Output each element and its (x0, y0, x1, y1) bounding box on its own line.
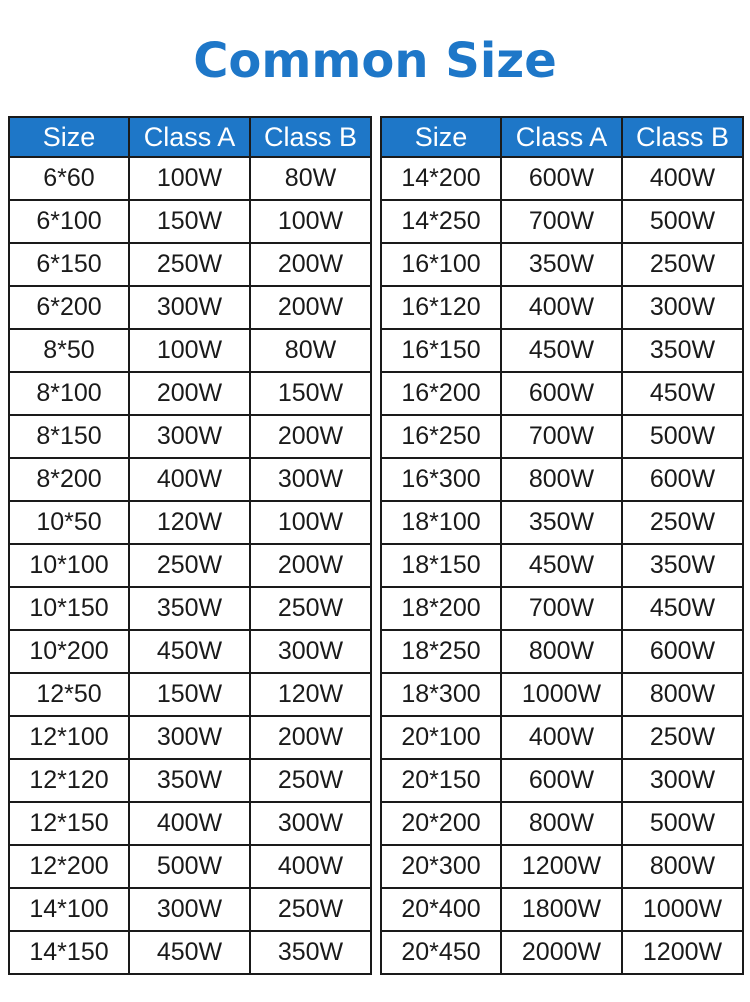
cell-class-b: 250W (622, 243, 743, 286)
cell-size: 6*100 (9, 200, 129, 243)
size-table-left (8, 116, 372, 975)
table-body (381, 157, 743, 974)
cell-class-a: 400W (501, 286, 622, 329)
cell-class-b: 500W (622, 200, 743, 243)
table-row (381, 673, 743, 716)
cell-size: 18*250 (381, 630, 501, 673)
cell-size: 20*200 (381, 802, 501, 845)
cell-class-b: 300W (622, 286, 743, 329)
table-row (381, 587, 743, 630)
page-title: Common Size (193, 33, 557, 89)
cell-class-b: 450W (622, 587, 743, 630)
cell-class-a: 300W (129, 716, 250, 759)
table-row (381, 845, 743, 888)
cell-size: 20*150 (381, 759, 501, 802)
cell-size: 16*300 (381, 458, 501, 501)
cell-class-b: 200W (250, 716, 371, 759)
cell-class-a: 300W (129, 888, 250, 931)
cell-size: 8*50 (9, 329, 129, 372)
cell-class-a: 120W (129, 501, 250, 544)
table-row (381, 286, 743, 329)
cell-class-b: 250W (622, 716, 743, 759)
table-row (381, 200, 743, 243)
cell-size: 18*100 (381, 501, 501, 544)
cell-class-a: 400W (129, 802, 250, 845)
cell-class-a: 250W (129, 544, 250, 587)
cell-size: 12*150 (9, 802, 129, 845)
table-row (381, 759, 743, 802)
table-row (9, 544, 371, 587)
table-row (9, 931, 371, 974)
cell-size: 12*120 (9, 759, 129, 802)
cell-class-b: 450W (622, 372, 743, 415)
column-header-size: Size (9, 117, 129, 157)
cell-size: 10*100 (9, 544, 129, 587)
cell-class-b: 250W (622, 501, 743, 544)
table-row (381, 544, 743, 587)
table-row (9, 458, 371, 501)
cell-class-b: 400W (622, 157, 743, 200)
cell-class-a: 350W (501, 243, 622, 286)
cell-size: 16*120 (381, 286, 501, 329)
cell-class-a: 400W (129, 458, 250, 501)
cell-class-b: 300W (622, 759, 743, 802)
cell-size: 16*150 (381, 329, 501, 372)
table-row (9, 372, 371, 415)
table-row (9, 888, 371, 931)
cell-class-a: 150W (129, 200, 250, 243)
cell-class-b: 800W (622, 673, 743, 716)
cell-class-b: 80W (250, 329, 371, 372)
cell-class-b: 100W (250, 501, 371, 544)
cell-class-a: 1200W (501, 845, 622, 888)
cell-class-b: 400W (250, 845, 371, 888)
table-row (381, 329, 743, 372)
cell-size: 20*400 (381, 888, 501, 931)
cell-size: 20*300 (381, 845, 501, 888)
table-row (9, 200, 371, 243)
column-header-class-b: Class B (622, 117, 743, 157)
cell-size: 10*150 (9, 587, 129, 630)
table-row (381, 415, 743, 458)
cell-class-b: 600W (622, 630, 743, 673)
cell-size: 8*200 (9, 458, 129, 501)
table-row (9, 243, 371, 286)
cell-class-a: 1000W (501, 673, 622, 716)
cell-size: 6*200 (9, 286, 129, 329)
cell-class-a: 1800W (501, 888, 622, 931)
cell-size: 20*450 (381, 931, 501, 974)
cell-class-b: 250W (250, 587, 371, 630)
cell-size: 16*250 (381, 415, 501, 458)
cell-class-b: 600W (622, 458, 743, 501)
table-row (381, 931, 743, 974)
table-row (9, 845, 371, 888)
column-header-class-a: Class A (129, 117, 250, 157)
table-row (381, 802, 743, 845)
table-body (9, 157, 371, 974)
cell-class-a: 100W (129, 329, 250, 372)
cell-class-a: 2000W (501, 931, 622, 974)
cell-class-b: 800W (622, 845, 743, 888)
table-row (9, 415, 371, 458)
table-row (381, 630, 743, 673)
size-table-right (380, 116, 744, 975)
cell-size: 12*200 (9, 845, 129, 888)
cell-class-b: 200W (250, 243, 371, 286)
table-row (381, 458, 743, 501)
cell-class-b: 250W (250, 759, 371, 802)
cell-size: 6*60 (9, 157, 129, 200)
table-row (9, 157, 371, 200)
cell-class-a: 600W (501, 759, 622, 802)
cell-class-b: 200W (250, 286, 371, 329)
column-header-size: Size (381, 117, 501, 157)
cell-size: 8*150 (9, 415, 129, 458)
table-row (381, 501, 743, 544)
cell-size: 14*200 (381, 157, 501, 200)
cell-class-a: 800W (501, 802, 622, 845)
cell-class-a: 450W (129, 931, 250, 974)
cell-class-b: 1000W (622, 888, 743, 931)
cell-class-b: 350W (622, 544, 743, 587)
cell-class-b: 200W (250, 544, 371, 587)
cell-class-a: 600W (501, 372, 622, 415)
cell-size: 6*150 (9, 243, 129, 286)
table-row (381, 372, 743, 415)
cell-size: 12*50 (9, 673, 129, 716)
cell-class-a: 350W (129, 587, 250, 630)
cell-class-b: 1200W (622, 931, 743, 974)
cell-class-b: 120W (250, 673, 371, 716)
cell-class-a: 100W (129, 157, 250, 200)
cell-class-a: 450W (501, 329, 622, 372)
cell-class-a: 300W (129, 415, 250, 458)
column-header-class-b: Class B (250, 117, 371, 157)
cell-class-b: 300W (250, 802, 371, 845)
cell-size: 18*200 (381, 587, 501, 630)
cell-size: 18*150 (381, 544, 501, 587)
table-row (381, 716, 743, 759)
table-header-row (381, 117, 743, 157)
cell-size: 12*100 (9, 716, 129, 759)
cell-class-a: 450W (501, 544, 622, 587)
table-row (9, 501, 371, 544)
cell-size: 10*50 (9, 501, 129, 544)
table-row (9, 286, 371, 329)
table-row (9, 759, 371, 802)
cell-class-a: 400W (501, 716, 622, 759)
cell-class-a: 350W (129, 759, 250, 802)
cell-size: 14*100 (9, 888, 129, 931)
cell-class-b: 80W (250, 157, 371, 200)
cell-size: 8*100 (9, 372, 129, 415)
cell-class-a: 800W (501, 630, 622, 673)
cell-class-b: 350W (250, 931, 371, 974)
cell-class-a: 800W (501, 458, 622, 501)
table-row (9, 329, 371, 372)
cell-class-b: 250W (250, 888, 371, 931)
cell-class-a: 150W (129, 673, 250, 716)
cell-class-b: 350W (622, 329, 743, 372)
cell-size: 18*300 (381, 673, 501, 716)
cell-class-b: 100W (250, 200, 371, 243)
cell-class-b: 150W (250, 372, 371, 415)
table-row (9, 673, 371, 716)
cell-class-a: 600W (501, 157, 622, 200)
table-row (381, 888, 743, 931)
cell-class-a: 450W (129, 630, 250, 673)
table-row (9, 716, 371, 759)
table-row (381, 157, 743, 200)
cell-size: 20*100 (381, 716, 501, 759)
cell-size: 10*200 (9, 630, 129, 673)
cell-size: 16*100 (381, 243, 501, 286)
cell-class-b: 300W (250, 458, 371, 501)
cell-class-b: 300W (250, 630, 371, 673)
cell-class-a: 700W (501, 415, 622, 458)
cell-class-b: 500W (622, 802, 743, 845)
cell-class-b: 500W (622, 415, 743, 458)
table-row (9, 630, 371, 673)
table-header-row (9, 117, 371, 157)
cell-class-a: 200W (129, 372, 250, 415)
cell-size: 16*200 (381, 372, 501, 415)
table-row (9, 802, 371, 845)
cell-class-a: 700W (501, 587, 622, 630)
cell-class-a: 350W (501, 501, 622, 544)
column-header-class-a: Class A (501, 117, 622, 157)
cell-size: 14*150 (9, 931, 129, 974)
table-row (381, 243, 743, 286)
cell-class-a: 250W (129, 243, 250, 286)
table-row (9, 587, 371, 630)
cell-class-a: 700W (501, 200, 622, 243)
cell-class-a: 300W (129, 286, 250, 329)
cell-class-b: 200W (250, 415, 371, 458)
cell-size: 14*250 (381, 200, 501, 243)
cell-class-a: 500W (129, 845, 250, 888)
